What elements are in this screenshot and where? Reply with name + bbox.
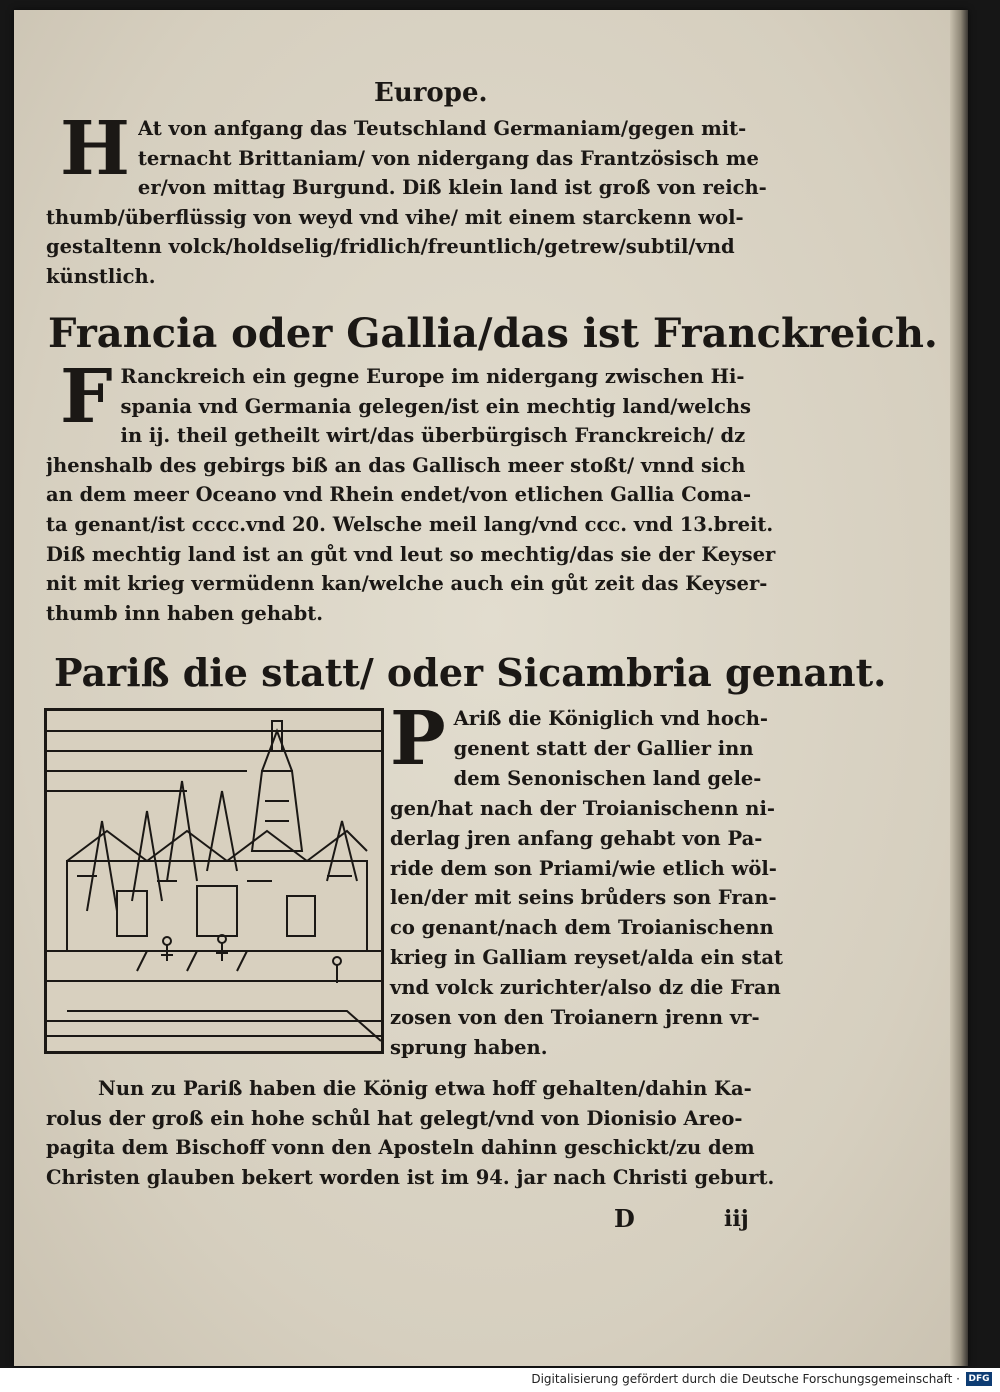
- paragraph-1: [46, 106, 816, 292]
- text-line: Ranckreich ein gegne Europe im nidergang zwischen Hi-: [120, 365, 745, 388]
- signature-number: iij: [724, 1206, 749, 1232]
- section-heading: Francia oder Gallia/das ist Franckreich.: [48, 310, 938, 357]
- paragraph-2: [46, 354, 816, 628]
- text-line: gestaltenn volck/holdselig/fridlich/freuntlich/getrew/subtil/vnd: [46, 235, 735, 259]
- text-line: rolus der groß ein hohe schůl hat gelegt/vnd von Dionisio Areo-: [46, 1106, 743, 1130]
- text-line: dem Senonischen land gele-: [453, 766, 762, 790]
- text-line: derlag jren anfang gehabt von Pa-: [390, 826, 763, 850]
- text-line: pagita dem Bischoff vonn den Aposteln dahinn geschickt/zu dem: [46, 1136, 755, 1160]
- text-line: genent statt der Gallier inn: [453, 736, 754, 760]
- dfg-logo-icon: DFG: [966, 1372, 992, 1386]
- paragraph-4: [46, 1074, 816, 1192]
- scanned-page: [14, 10, 968, 1366]
- running-header: Europe.: [374, 78, 488, 108]
- drop-initial: P: [390, 696, 446, 782]
- text-line: spania vnd Germania gelegen/ist ein mechtig land/welchs: [120, 394, 752, 418]
- text-line: Ariß die Königlich vnd hoch-: [453, 707, 768, 730]
- city-woodcut-image: [47, 711, 381, 1051]
- text-line: sprung haben.: [390, 1035, 548, 1059]
- text-line: Nun zu Pariß haben die König etwa hoff gehalten/dahin Ka-: [98, 1077, 752, 1100]
- text-line: zosen von den Troianern jrenn vr-: [390, 1006, 760, 1030]
- drop-initial: H: [60, 106, 130, 192]
- page-gutter: [950, 10, 968, 1366]
- text-line: krieg in Galliam reyset/alda ein stat: [390, 946, 783, 970]
- text-line: an dem meer Oceano vnd Rhein endet/von etlichen Gallia Coma-: [46, 483, 752, 507]
- text-line: künstlich.: [46, 264, 156, 288]
- text-line: ride dem son Priami/wie etlich wöl-: [390, 856, 777, 880]
- text-line: er/von mittag Burgund. Diß klein land ist groß von reich-: [137, 176, 767, 200]
- signature-mark: D: [614, 1204, 635, 1233]
- text-line: ta genant/ist cccc.vnd 20. Welsche meil lang/vnd ccc. vnd 13.breit.: [46, 512, 774, 536]
- text-line: At von anfgang das Teutschland Germaniam/gegen mit-: [137, 117, 747, 140]
- text-line: Christen glauben bekert worden ist im 94. jar nach Christi geburt.: [46, 1165, 775, 1189]
- text-line: Diß mechtig land ist an gůt vnd leut so mechtig/das sie der Keyser: [46, 542, 776, 566]
- text-line: co genant/nach dem Troianischenn: [390, 916, 774, 940]
- woodcut-illustration: [44, 708, 384, 1054]
- section-heading: Pariß die statt/ oder Sicambria genant.: [54, 650, 887, 695]
- text-line: vnd volck zurichter/also dz die Fran: [390, 976, 781, 1000]
- funding-credit: Digitalisierung gefördert durch die Deutsche Forschungsgemeinschaft ·: [531, 1372, 960, 1386]
- text-line: nit mit krieg vermüdenn kan/welche auch ein gůt zeit das Keyser-: [46, 572, 768, 596]
- text-line: thumb inn haben gehabt.: [46, 601, 324, 625]
- text-line: ternacht Brittaniam/ von nidergang das Frantzösisch me: [137, 146, 759, 170]
- text-line: jhenshalb des gebirgs biß an das Gallisch meer stoßt/ vnnd sich: [46, 453, 746, 477]
- text-line: gen/hat nach der Troianischenn ni-: [390, 796, 775, 820]
- text-line: len/der mit seins brůders son Fran-: [390, 886, 777, 910]
- text-line: thumb/überflüssig von weyd vnd vihe/ mit einem starckenn wol-: [46, 205, 744, 229]
- footer-bar: [0, 1368, 1000, 1392]
- drop-initial: F: [60, 354, 113, 440]
- paragraph-3: [390, 696, 830, 1063]
- text-line: in ij. theil getheilt wirt/das überbürgisch Franckreich/ dz: [120, 424, 746, 448]
